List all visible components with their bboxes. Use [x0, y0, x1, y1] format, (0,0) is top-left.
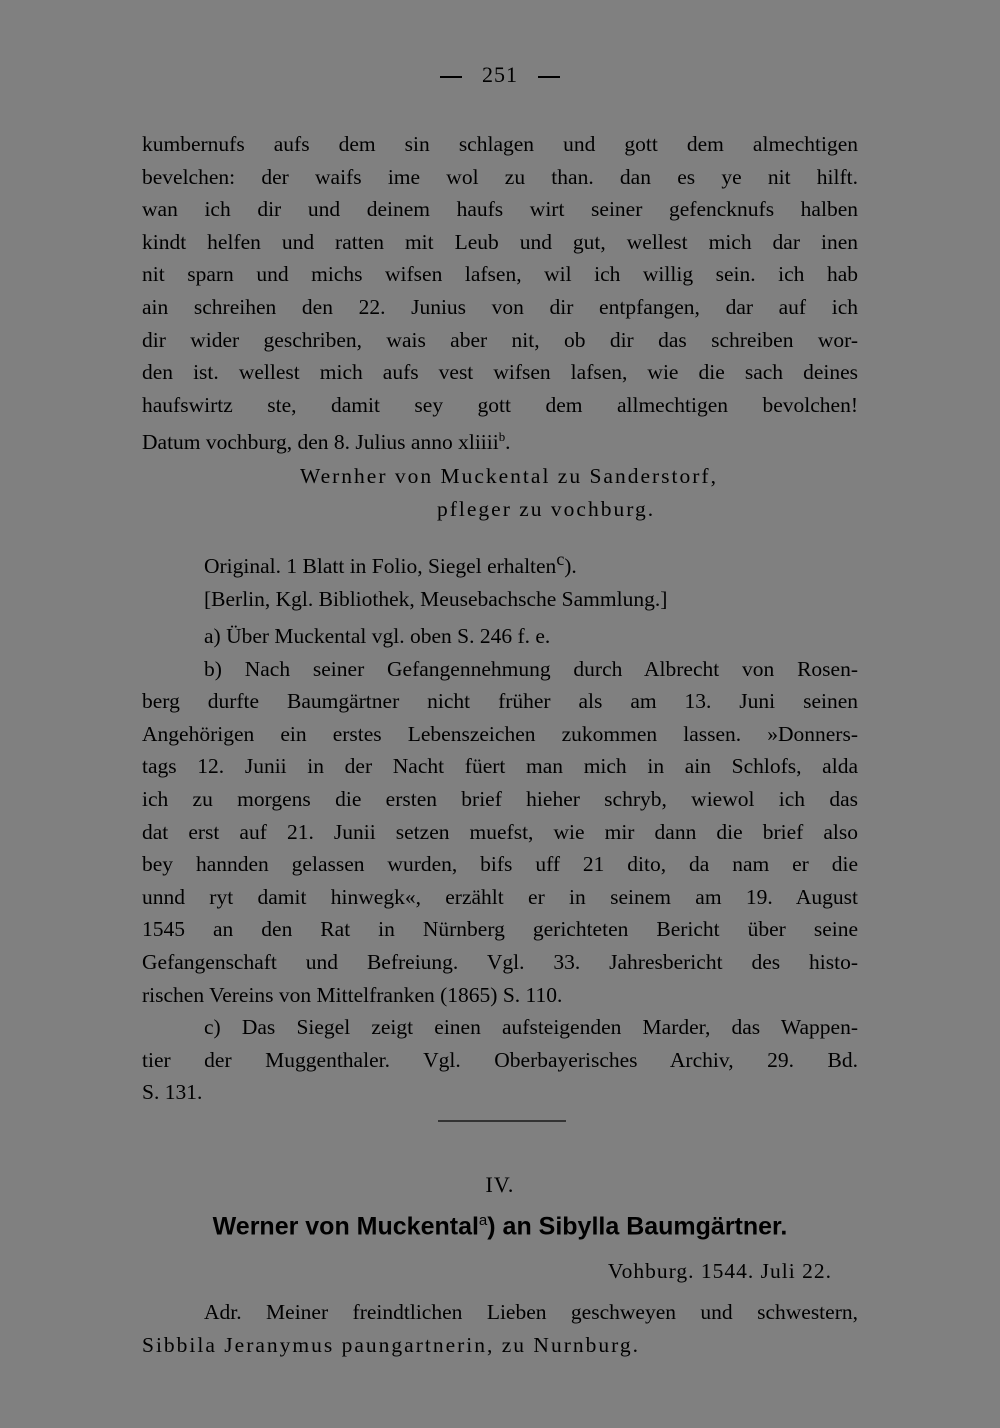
- page-number: 251: [482, 62, 518, 87]
- letter-line: dir wider geschriben, wais aber nit, ob dir das schreiben wor-: [142, 327, 858, 352]
- section-divider: [438, 1120, 566, 1122]
- footnote-c: c) Das Siegel zeigt einen aufsteigenden Marder, das Wappen-: [204, 1015, 858, 1040]
- signature-line-1: Wernher von Muckental zu Sanderstorf,: [300, 464, 718, 488]
- dash-left: [440, 76, 462, 78]
- letter-text: [142, 128, 858, 459]
- original-line: [204, 543, 667, 583]
- footnote-marker-b: b: [498, 430, 506, 445]
- footnote-line: unnd ryt damit hinwegk«, erzählt er in seinem am 19. August: [142, 884, 858, 909]
- letter-line: kumbernufs aufs dem sin schlagen und gott dem almechtigen: [142, 132, 858, 156]
- page-number-line: [0, 62, 1000, 88]
- source-note: [204, 543, 667, 615]
- section-heading: [0, 1212, 1000, 1241]
- footnote-line: S. 131.: [142, 1080, 203, 1105]
- letter-line: wan ich dir und deinem haufs wirt seiner gefencknufs halben: [142, 197, 858, 222]
- footnote-line: rischen Vereins von Mittelfranken (1865) S. 110.: [142, 982, 563, 1007]
- footnote-line: Angehörigen ein erstes Lebenszeichen zukommen lassen. »Donners-: [142, 721, 858, 746]
- letter-date-line: Datum vochburg, den 8. Julius anno xliiii$^b$.: [142, 430, 511, 455]
- signature-line-2: pfleger zu vochburg.: [437, 497, 656, 521]
- footnote-line: b) Nach seiner Gefangennehmung durch Albrecht von Rosen-: [204, 656, 858, 681]
- footnote-marker-a: a: [478, 1212, 488, 1229]
- footnote-line: tags 12. Junii in der Nacht füert man mich in ain Schlofs, alda: [142, 754, 858, 779]
- letter-line: den ist. wellest mich aufs vest wifsen lafsen, wie die sach deines: [142, 360, 858, 385]
- footnote-line: ich zu morgens die ersten brief hieher schryb, wiewol ich das: [142, 786, 858, 811]
- letter-line: haufswirtz ste, damit sey gott dem allmechtigen bevolchen!: [142, 392, 858, 417]
- letter-line: ain schreihen den 22. Junius von dir entpfangen, dar auf ich: [142, 294, 858, 319]
- footnote-line: berg durfte Baumgärtner nicht früher als am 13. Juni seinen: [142, 689, 858, 714]
- heading-text: Werner von Muckental: [212, 1212, 479, 1241]
- letter-line: kindt helfen und ratten mit Leub und gut, wellest mich dar inen: [142, 229, 858, 254]
- footnote-line: dat erst auf 21. Junii setzen muefst, wie mir dann die brief also: [142, 819, 858, 844]
- footnote-line: 1545 an den Rat in Nürnberg gerichteten Bericht über seine: [142, 917, 858, 942]
- letter-line: nit sparn und michs wifsen lafsen, wil ich willig sein. ich hab: [142, 262, 858, 287]
- footnote-line: bey hannden gelassen wurden, bifs uff 21 dito, da nam er die: [142, 852, 858, 877]
- heading-text-end: ) an Sibylla Baumgärtner.: [487, 1212, 788, 1241]
- original-text: Original. 1 Blatt in Folio, Siegel erhalten: [204, 554, 557, 579]
- address-block: [142, 1296, 858, 1361]
- footnotes: [142, 620, 858, 1109]
- letter-line: bevelchen: der waifs ime wol zu than. dan es ye nit hilft.: [142, 164, 858, 189]
- dash-right: [538, 76, 560, 78]
- footnote-marker-c: c: [556, 549, 565, 569]
- footnote-line: tier der Muggenthaler. Vgl. Oberbayerisches Archiv, 29. Bd.: [142, 1047, 858, 1072]
- address-line: Adr. Meiner freindtlichen Lieben geschweyen und schwestern,: [204, 1300, 858, 1324]
- archive-line: [Berlin, Kgl. Bibliothek, Meusebachsche Sammlung.]: [204, 586, 668, 611]
- place-date: Vohburg. 1544. Juli 22.: [607, 1259, 832, 1283]
- letter-date-text: Datum vochburg, den 8. Julius anno xliiii: [142, 430, 499, 455]
- address-line: Sibbila Jeranymus paungartnerin, zu Nurnburg.: [142, 1332, 641, 1357]
- original-text-end: ).: [564, 554, 577, 579]
- section-number: IV.: [485, 1172, 515, 1197]
- footnote-line: Gefangenschaft und Befreiung. Vgl. 33. Jahresbericht des histo-: [142, 949, 858, 974]
- footnote-a: a) Über Muckental vgl. oben S. 246 f. e.: [204, 624, 551, 648]
